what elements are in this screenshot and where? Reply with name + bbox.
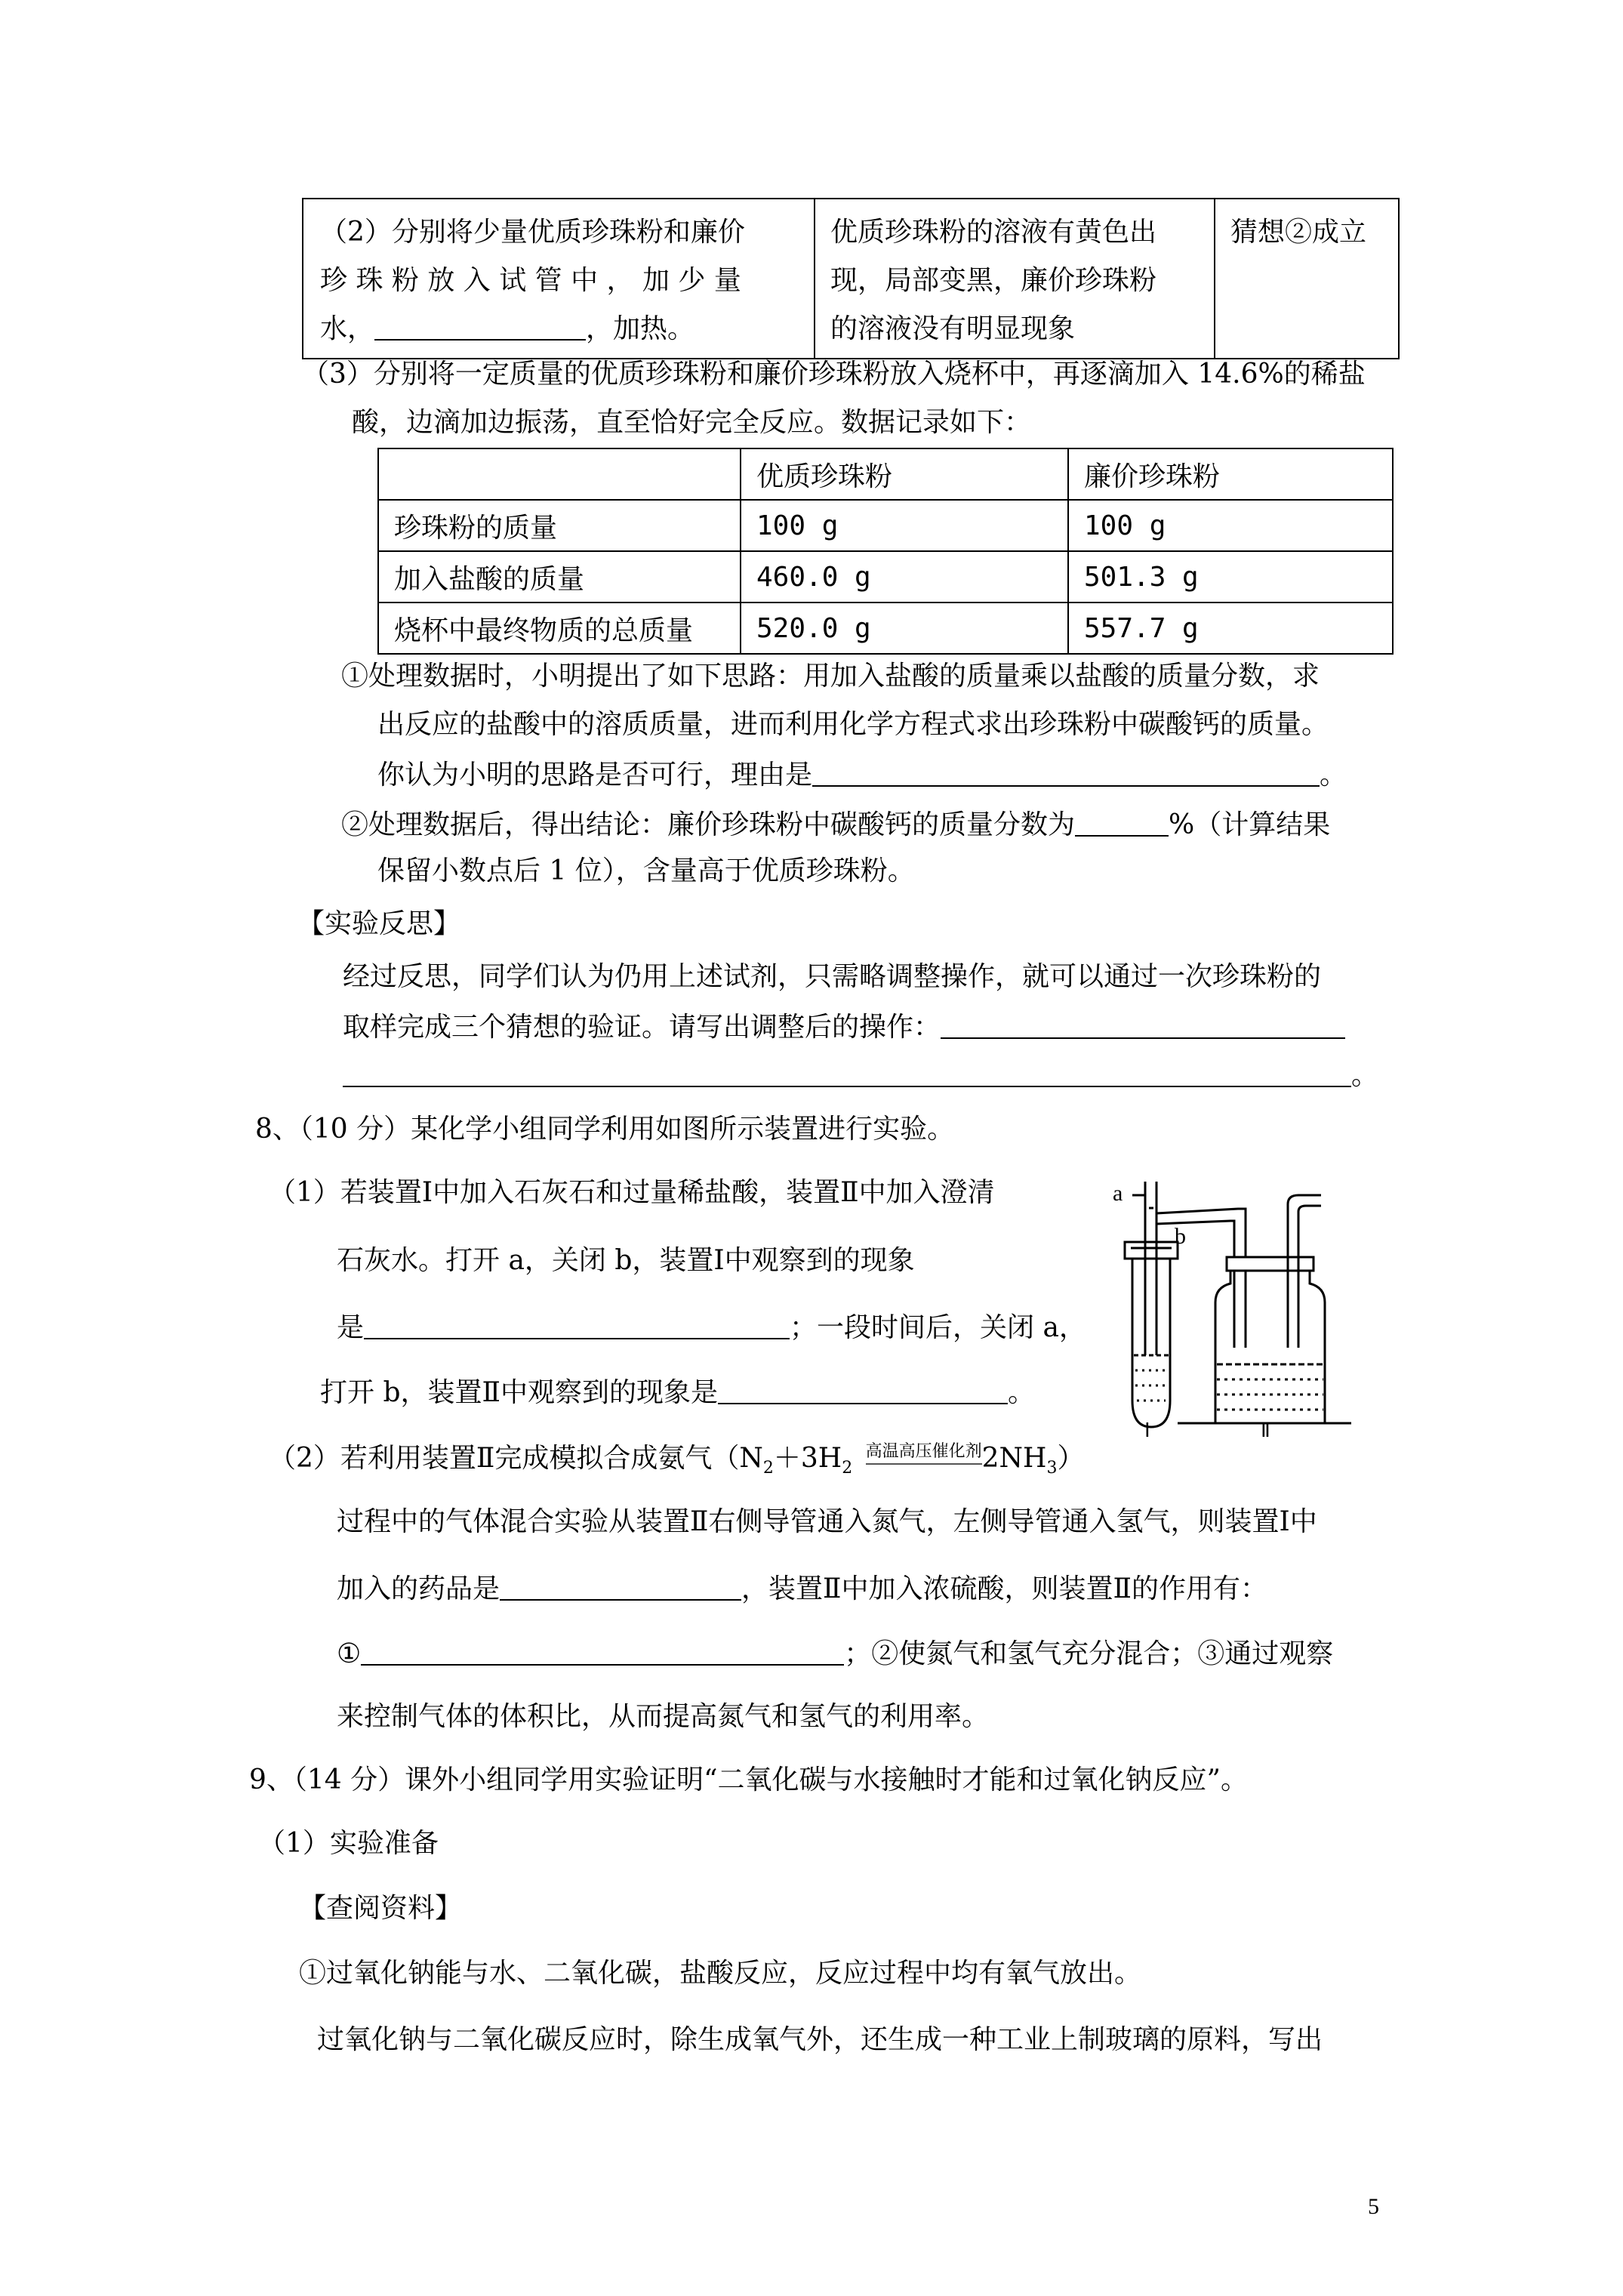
q8-line <box>337 1638 1333 1668</box>
table-row <box>378 551 1393 603</box>
answer-blank[interactable] <box>364 1312 790 1339</box>
text: 取样完成三个猜想的验证。请写出调整后的操作： <box>343 1012 941 1043</box>
table-cell: 烧杯中最终物质的总质量 <box>378 603 741 654</box>
table-cell-observation <box>815 199 1215 359</box>
analysis-line: 保留小数点后 1 位），含量高于优质珍珠粉。 <box>377 855 915 886</box>
text: 。 <box>1351 1060 1379 1091</box>
table-cell: 557.7 g <box>1068 603 1393 654</box>
q9-line: ①过氧化钠能与水、二氧化碳，盐酸反应，反应过程中均有氧气放出。 <box>299 1958 1142 1989</box>
text: 。 <box>1320 760 1347 791</box>
reflection-line <box>343 1012 1345 1041</box>
q8-line: （1）若装置Ⅰ中加入石灰石和过量稀盐酸，装置Ⅱ中加入澄清 <box>269 1177 995 1208</box>
answer-blank[interactable] <box>343 1060 1351 1087</box>
table-row <box>378 603 1393 654</box>
table-header <box>378 448 741 500</box>
text: 是 <box>337 1312 365 1343</box>
q3-line: 酸，边滴加边振荡，直至恰好完全反应。数据记录如下： <box>352 407 1032 438</box>
condition-text: 高温高压催化剂 <box>865 1442 982 1461</box>
cell-text: 现，局部变黑，廉价珍珠粉 <box>830 265 1157 296</box>
q9-line: 过氧化钠与二氧化碳反应时，除生成氧气外，还生成一种工业上制玻璃的原料，写出 <box>317 2024 1323 2055</box>
data-table <box>377 448 1394 655</box>
table-cell: 100 g <box>741 500 1068 551</box>
cell-text: 珍 珠 粉 放 入 试 管 中 ， 加 少 量 <box>320 265 741 296</box>
table-row <box>378 500 1393 551</box>
text: 你认为小明的思路是否可行，理由是 <box>377 760 813 791</box>
analysis-line <box>341 809 1330 839</box>
subscript: 2 <box>762 1459 774 1478</box>
answer-blank[interactable] <box>718 1377 1008 1404</box>
question-title: 8、（10 分）某化学小组同学利用如图所示装置进行实验。 <box>255 1114 955 1145</box>
answer-blank[interactable] <box>500 1573 741 1601</box>
cell-text: （2）分别将少量优质珍珠粉和廉价 <box>320 217 745 248</box>
table-cell: 501.3 g <box>1068 551 1393 603</box>
reaction-condition <box>866 1444 982 1460</box>
table-cell: 100 g <box>1068 500 1393 551</box>
text: ） <box>1057 1443 1085 1474</box>
text: 2NH <box>981 1443 1047 1474</box>
answer-blank[interactable] <box>374 313 586 341</box>
table-header-row <box>378 448 1393 500</box>
experiment-table <box>302 198 1400 359</box>
label-b: b <box>1175 1224 1186 1249</box>
table-header: 优质珍珠粉 <box>741 448 1068 500</box>
answer-blank[interactable] <box>812 760 1320 787</box>
text: %（计算结果 <box>1169 809 1331 840</box>
table-cell-operation <box>303 199 815 359</box>
analysis-line: ①处理数据时，小明提出了如下思路：用加入盐酸的质量乘以盐酸的质量分数，求 <box>341 661 1320 692</box>
gas-bottle-II <box>1215 1265 1325 1423</box>
reaction-arrow-line <box>866 1463 982 1465</box>
q8-line: 过程中的气体混合实验从装置Ⅱ右侧导管通入氮气，左侧导管通入氢气，则装置Ⅰ中 <box>337 1506 1317 1537</box>
cell-text-part: ，加热。 <box>586 313 695 344</box>
cell-text <box>320 305 803 353</box>
text: ②处理数据后，得出结论：廉价珍珠粉中碳酸钙的质量分数为 <box>341 809 1076 840</box>
text: ，装置Ⅱ中加入浓硫酸，则装置Ⅱ的作用有： <box>741 1573 1267 1604</box>
q8-line: 石灰水。打开 a，关闭 b，装置Ⅰ中观察到的现象 <box>337 1245 915 1276</box>
page-number: 5 <box>1368 2194 1379 2219</box>
analysis-line: 出反应的盐酸中的溶质质量，进而利用化学方程式求出珍珠粉中碳酸钙的质量。 <box>377 709 1329 740</box>
section-heading: 【查阅资料】 <box>299 1893 463 1924</box>
q9-line: （1）实验准备 <box>258 1828 439 1859</box>
text: 加入的药品是 <box>337 1573 500 1604</box>
label-I: Ⅰ <box>1144 1419 1150 1438</box>
label-II: Ⅱ <box>1261 1419 1270 1438</box>
apparatus-figure <box>1102 1166 1381 1438</box>
table-cell: 加入盐酸的质量 <box>378 551 741 603</box>
table-cell: 460.0 g <box>741 551 1068 603</box>
q3-line: （3）分别将一定质量的优质珍珠粉和廉价珍珠粉放入烧杯中，再逐滴加入 14.6%的稀盐 <box>302 359 1366 390</box>
q8-line: 来控制气体的体积比，从而提高氮气和氢气的利用率。 <box>337 1701 990 1732</box>
label-a: a <box>1113 1181 1123 1206</box>
cell-text: 的溶液没有明显现象 <box>830 313 1076 344</box>
section-heading: 【实验反思】 <box>297 908 461 939</box>
cell-text-part: 水， <box>320 313 375 344</box>
q8-line <box>337 1312 1086 1342</box>
cell-text: 猜想②成立 <box>1230 217 1367 248</box>
stopper-II <box>1227 1257 1313 1271</box>
reflection-line: 经过反思，同学们认为仍用上述试剂，只需略调整操作，就可以通过一次珍珠粉的 <box>343 961 1322 992</box>
text: ① <box>337 1638 362 1669</box>
q8-line <box>337 1573 1267 1603</box>
stopper-I <box>1125 1242 1178 1259</box>
table-cell-conclusion <box>1215 199 1399 359</box>
table-cell: 珍珠粉的质量 <box>378 500 741 551</box>
text: ；一段时间后，关闭 a， <box>790 1312 1086 1343</box>
text: （2）若利用装置Ⅱ完成模拟合成氨气（N <box>269 1443 763 1474</box>
q8-line <box>269 1444 1084 1477</box>
table-cell: 520.0 g <box>741 603 1068 654</box>
answer-blank[interactable] <box>361 1638 844 1666</box>
table-row <box>303 199 1399 359</box>
text: 打开 b，装置Ⅱ中观察到的现象是 <box>320 1377 718 1408</box>
question-title: 9、（14 分）课外小组同学用实验证明“二氧化碳与水接触时才能和过氧化钠反应”。 <box>249 1764 1248 1795</box>
cell-text: 优质珍珠粉的溶液有黄色出 <box>830 217 1157 248</box>
text: 。 <box>1007 1377 1035 1408</box>
text: ＋3H <box>773 1443 842 1474</box>
subscript: 3 <box>1046 1459 1058 1478</box>
answer-blank[interactable] <box>941 1012 1345 1039</box>
analysis-line <box>377 760 1347 789</box>
reflection-line <box>343 1060 1378 1089</box>
q8-line <box>320 1377 1035 1407</box>
answer-blank[interactable] <box>1075 809 1169 837</box>
table-header: 廉价珍珠粉 <box>1068 448 1393 500</box>
subscript: 2 <box>842 1459 853 1478</box>
text: ；②使氮气和氢气充分混合；③通过观察 <box>844 1638 1334 1669</box>
